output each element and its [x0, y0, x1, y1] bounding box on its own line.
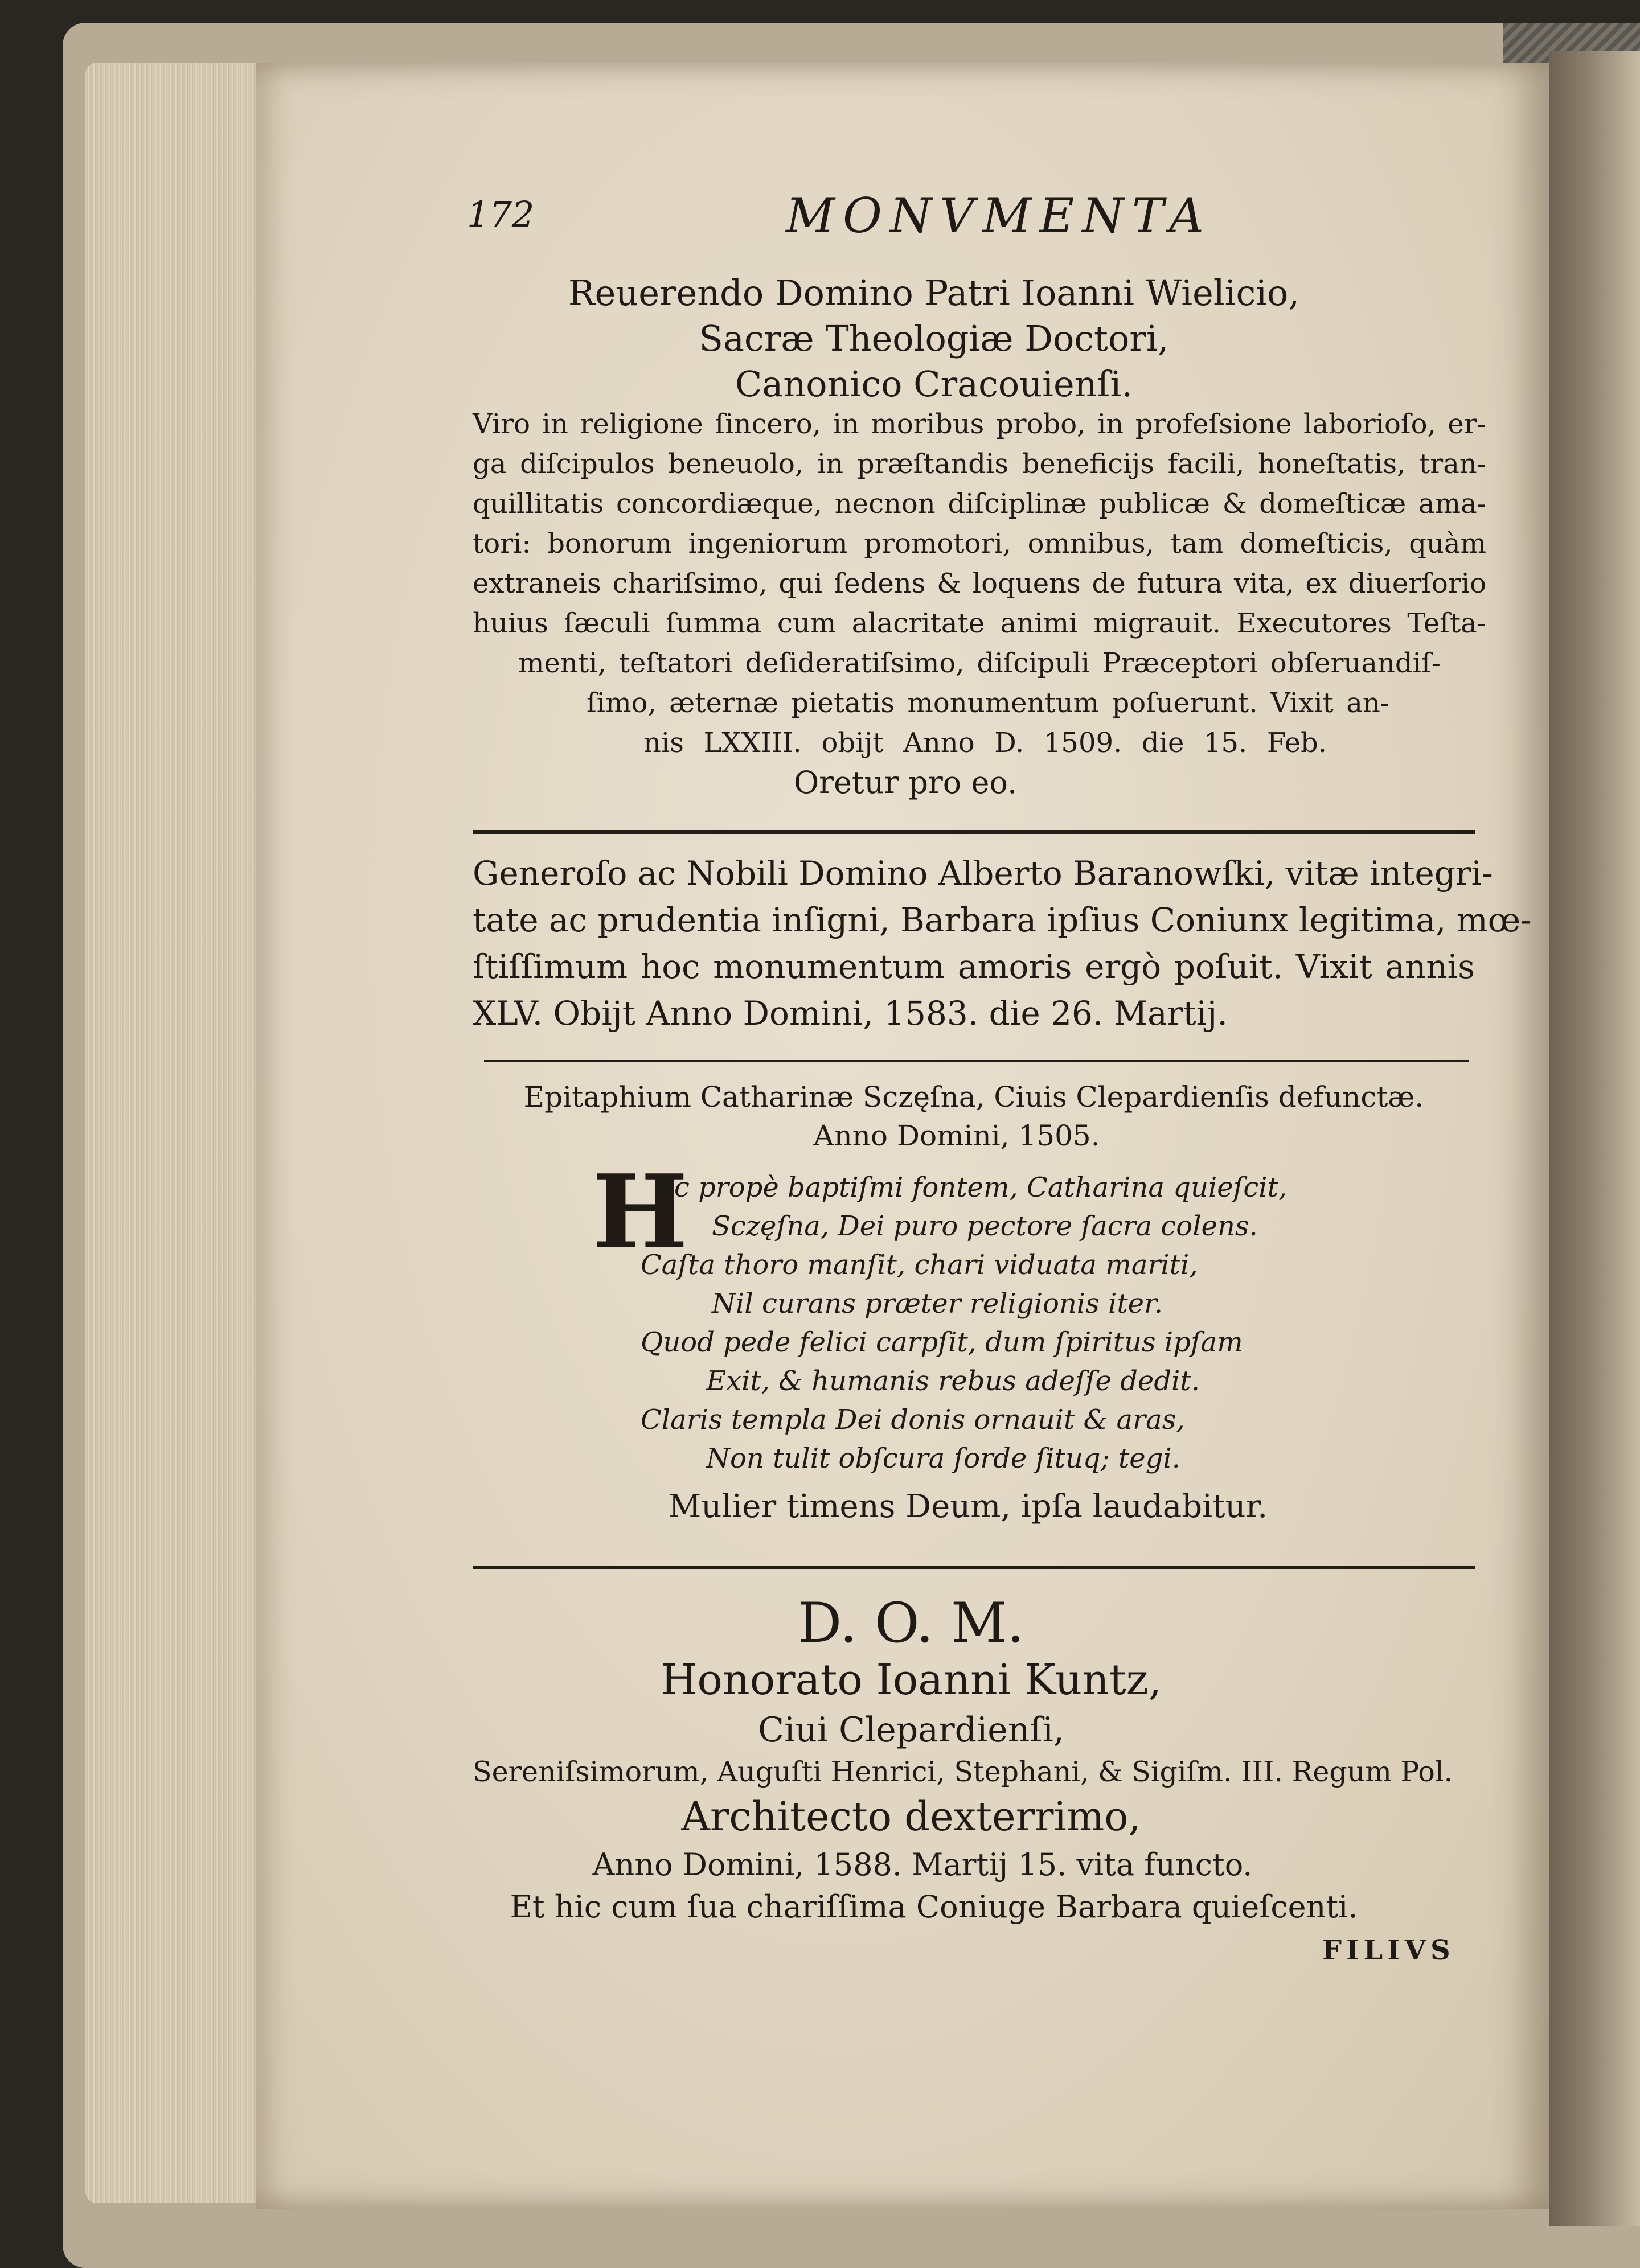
- verse-line: Sczęſna, Dei puro pectore ſacra colens.: [712, 1210, 1258, 1242]
- running-title: MONVMENTA: [786, 188, 1212, 244]
- body-line: Viro in religione ſincero, in moribus probo, in profeſsione laborioſo, er-: [473, 408, 1486, 440]
- body-line: ſtiſſimum hoc monumentum amoris ergò poſuit. Vixit annis: [473, 947, 1475, 986]
- body-line: ga diſcipulos beneuolo, in præſtandis beneficijs facili, honeſtatis, tran-: [473, 448, 1486, 480]
- honoree-name: Honorato Ioanni Kuntz,: [660, 1655, 1162, 1704]
- catchword: FILIVS: [1322, 1934, 1455, 1966]
- verse-line: Ic propè baptiſmi fontem, Catharina quieſcit,: [663, 1172, 1288, 1203]
- gutter-shadow: [1549, 51, 1640, 2226]
- page-number: 172: [467, 194, 535, 235]
- body-line: XLV. Obijt Anno Domini, 1583. die 26. Martij.: [473, 994, 1228, 1033]
- dedication-line: Architecto dexterrimo,: [681, 1793, 1141, 1840]
- body-line: extraneis chariſsimo, qui ſedens & loquens de futura vita, ex diuerſorio: [473, 568, 1486, 599]
- dedication-line: Sacræ Theologiæ Doctori,: [699, 318, 1169, 359]
- verse-line: Exit, & humanis rebus adeſſe dedit.: [706, 1365, 1200, 1397]
- section-rule: [473, 830, 1475, 834]
- epitaph-heading: Anno Domini, 1505.: [813, 1119, 1100, 1152]
- dom-heading: D. O. M.: [798, 1591, 1024, 1655]
- dedication-line: Et hic cum ſua chariſſima Coniuge Barbara quieſcenti.: [510, 1889, 1358, 1925]
- page-edges: [85, 63, 273, 2203]
- body-line: ſimo, æternæ pietatis monumentum poſuerunt. Vixit an-: [587, 687, 1389, 719]
- body-line: tori: bonorum ingeniorum promotori, omnibus, tam domeſticis, quàm: [473, 528, 1486, 560]
- verse-line: Caſta thoro manſit, chari viduata mariti,: [641, 1249, 1198, 1281]
- dedication-line: Reuerendo Domino Patri Ioanni Wielicio,: [568, 272, 1300, 314]
- section-rule: [484, 1060, 1469, 1062]
- verse-line: Claris templa Dei donis ornauit & aras,: [641, 1404, 1185, 1436]
- epitaph-heading: Epitaphium Catharinæ Sczęſna, Ciuis Clepardienſis defunctæ.: [523, 1080, 1424, 1114]
- body-line: menti, teſtatori deſideratiſsimo, diſcipuli Præceptori obſeruandiſ-: [518, 647, 1441, 679]
- dedication-line: Sereniſsimorum, Auguſti Henrici, Stephani, & Sigiſm. III. Regum Pol.: [473, 1756, 1453, 1788]
- verse-line: Nil curans præter religionis iter.: [712, 1288, 1163, 1320]
- body-line: nis LXXIII. obijt Anno D. 1509. die 15. Feb.: [643, 727, 1327, 759]
- verse-line: Quod pede felici carpſit, dum ſpiritus ipſam: [641, 1326, 1243, 1358]
- running-head: [467, 188, 1264, 250]
- verse-line: Non tulit obſcura ſorde ſituq; tegi.: [706, 1443, 1181, 1474]
- body-line: tate ac prudentia inſigni, Barbara ipſius Coniunx legitima, mœ-: [473, 901, 1532, 939]
- dedication-line: Canonico Cracouienſi.: [735, 363, 1133, 405]
- body-line: huius ſæculi ſumma cum alacritate animi migrauit. Executores Teſta-: [473, 607, 1486, 639]
- motto: Mulier timens Deum, ipſa laudabitur.: [668, 1488, 1268, 1525]
- body-line: quillitatis concordiæque, necnon diſciplinæ publicæ & domeſticæ ama-: [473, 488, 1486, 520]
- drop-cap: H: [592, 1152, 688, 1271]
- body-line: Generoſo ac Nobili Domino Alberto Baranowſki, vitæ integri-: [473, 854, 1493, 893]
- closing-line: Oretur pro eo.: [793, 765, 1018, 800]
- dedication-line: Anno Domini, 1588. Martij 15. vita functo.: [592, 1847, 1253, 1883]
- dedication-line: Ciui Clepardienſi,: [758, 1710, 1064, 1750]
- section-rule: [473, 1566, 1475, 1569]
